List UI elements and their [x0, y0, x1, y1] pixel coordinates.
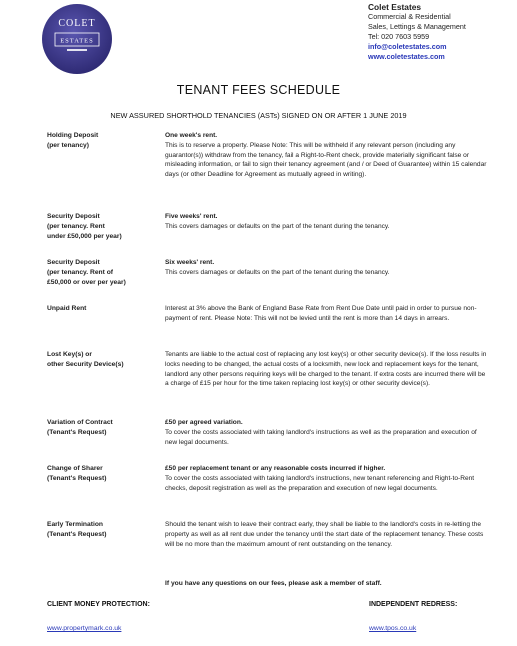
company-web-link[interactable]: www.coletestates.com [368, 51, 445, 61]
fee-body: This covers damages or defaults on the part of the tenant during the tenancy. [165, 222, 390, 230]
fee-content [165, 304, 488, 324]
company-email-link[interactable]: info@coletestates.com [368, 41, 447, 51]
fee-content [165, 131, 488, 180]
company-name: Colet Estates [368, 2, 422, 12]
fee-heading: £50 per replacement tenant or any reasonable costs incurred if higher. [165, 465, 386, 472]
page-subtitle: NEW ASSURED SHORTHOLD TENANCIES (ASTs) SIGNED ON OR AFTER 1 JUNE 2019 [110, 111, 407, 120]
fee-body: Should the tenant wish to leave their contract early, they shall be liable to the landlord's costs in re-letting the property as well as all rent due under the tenancy until the start date of the replacement tenancy. These costs will be no more than the maximum amount of rent outstanding on the tenancy. [165, 521, 484, 548]
fee-body: This is to reserve a property. Please Note: This will be withheld if any relevant person (including any guarantor(s)) withdraw from the tenancy, fail a Right-to-Rent check, provide materially significant false or misleading information, or fail to sign their tenancy agreement (and / or Deed of Guarantee) within 15 calendar days (or other Deadline for Agreement as mutually agreed in writing). [165, 141, 487, 179]
fee-label: Unpaid Rent [47, 305, 87, 312]
logo-badge-text: ESTATES [60, 37, 94, 45]
fee-body: Interest at 3% above the Bank of England Base Rate from Rent Due Date until paid in order to pursue non-payment of rent. Please Note: This will not be levied until the rent is more than 14 days in arrears. [165, 305, 477, 322]
colet-estates-logo [41, 3, 113, 75]
fee-content [165, 212, 488, 232]
fee-label: Security Deposit (per tenancy. Rent of £50,000 or over per year) [47, 259, 126, 286]
client-money-protection-label: CLIENT MONEY PROTECTION: [47, 601, 150, 608]
propertymark-link[interactable]: www.propertymark.co.uk [47, 625, 122, 632]
fee-label: Variation of Contract (Tenant's Request) [47, 419, 113, 436]
company-tel: Tel: 020 7603 5959 [368, 31, 430, 41]
fee-body: This covers damages or defaults on the part of the tenant during the tenancy. [165, 268, 390, 276]
page-title: TENANT FEES SCHEDULE [176, 83, 341, 97]
logo-top-text: COLET [58, 18, 96, 29]
fee-label: Lost Key(s) or other Security Device(s) [47, 351, 124, 368]
company-line1: Commercial & Residential [368, 12, 451, 21]
fee-heading: One week's rent. [165, 132, 218, 139]
fee-content [165, 350, 488, 389]
tpos-link[interactable]: www.tpos.co.uk [369, 625, 417, 632]
fee-body: Tenants are liable to the actual cost of replacing any lost key(s) or other security device(s). If the loss results in locks needing to be changed, the actual costs of a locksmith, new lock and replacement keys for the tenant, landlord any other persons requiring keys will be charged to the tenant. If extra costs are incurred there will be a charge of £15 per hour for the time taken replacing lost key(s) or other security device(s). [165, 351, 487, 388]
fee-heading: Five weeks' rent. [165, 213, 218, 220]
fee-label: Early Termination (Tenant's Request) [47, 521, 107, 538]
independent-redress-label: INDEPENDENT REDRESS: [369, 601, 458, 608]
closing-note: If you have any questions on our fees, please ask a member of staff. [165, 580, 382, 587]
fee-content [165, 464, 488, 493]
fee-label: Change of Sharer (Tenant's Request) [47, 465, 107, 482]
fee-heading: Six weeks' rent. [165, 259, 215, 266]
fee-label: Holding Deposit (per tenancy) [47, 132, 99, 149]
fee-content [165, 418, 488, 447]
fee-content [165, 258, 488, 278]
company-line2: Sales, Lettings & Management [368, 21, 466, 31]
fee-content [165, 520, 488, 549]
company-info [368, 2, 466, 62]
fee-label: Security Deposit (per tenancy. Rent under £50,000 per year) [47, 213, 122, 240]
fee-body: To cover the costs associated with taking landlord's instructions, new tenant referencing and Right-to-Rent checks, deposit registration as well as the preparation and execution of new legal documents. [165, 474, 475, 492]
fee-body: To cover the costs associated with taking landlord's instructions as well as the preparation and execution of new legal documents. [165, 428, 477, 446]
fee-heading: £50 per agreed variation. [165, 419, 243, 426]
